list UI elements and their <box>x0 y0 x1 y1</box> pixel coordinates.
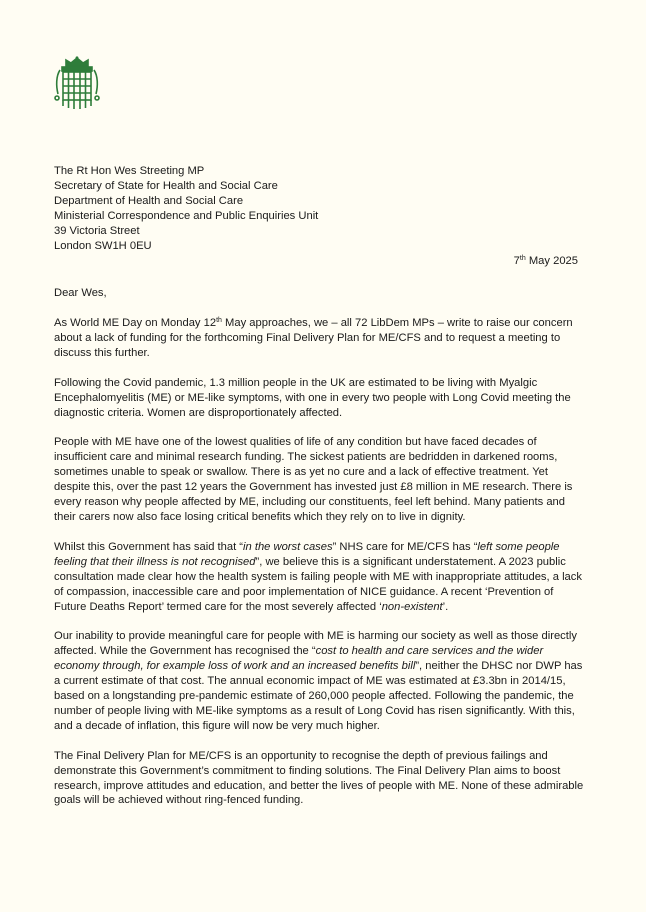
paragraph: The Final Delivery Plan for ME/CFS is an opportunity to recognise the depth of previous failings and demonstrate this Government’s commitment to finding solutions. The Final Delivery Plan aims to boost research, improve attitudes and education, and better the lives of people with ME. None of these admirable goals will be achieved without ring-fenced funding. <box>54 749 584 807</box>
date-rest: May 2025 <box>525 255 578 267</box>
portcullis-icon <box>52 56 102 110</box>
letter-date <box>514 254 578 269</box>
recipient-address <box>54 164 318 253</box>
paragraph <box>54 629 586 733</box>
salutation: Dear Wes, <box>54 287 107 299</box>
recipient-line: Ministerial Correspondence and Public Enquiries Unit <box>54 209 319 222</box>
date-suffix: th <box>519 255 526 262</box>
text-run: Our inability to provide meaningful care for people with ME is harming our society as well as those directly affected. While the Government has recognised the “ <box>54 630 577 658</box>
recipient-line: The Rt Hon Wes Streeting MP <box>54 165 205 177</box>
text-run: ’. <box>442 600 449 613</box>
recipient-line: 39 Victoria Street <box>54 224 140 237</box>
paragraph: People with ME have one of the lowest qualities of life of any condition but have faced decades of insufficient care and minimal research funding. The sickest patients are bedridden in darkened rooms, sometimes unable to speak or swallow. There is as yet no cure and a lack of effective treatment. Yet despite this, over the past 12 years the Government has invested just £8 million in ME research. There is every reason why people affected by ME, including our constituents, feel left behind. Many patients and their carers now also face losing critical benefits which they rely on to live in dignity. <box>54 436 573 523</box>
quote-italic: in the worst cases <box>243 540 333 553</box>
text-run: As World ME Day on Monday 12 <box>54 317 217 329</box>
recipient-line: Department of Health and Social Care <box>54 194 244 207</box>
paragraph <box>54 540 586 615</box>
text-run: ”, neither the DHSC nor DWP has a current estimate of that cost. The annual economic impact of ME was estimated at £3.3bn in 2014/15, based on a longstanding pre-pandemic estimate of 260,000 people affected. Following the pandemic, the number of people living with ME-like symptoms as a result of Long Covid has risen significantly. With this, and a decade of inflation, this figure will now be very much higher. <box>54 660 583 732</box>
recipient-line: London SW1H 0EU <box>54 239 152 252</box>
text-run: Whilst this Government has said that “ <box>54 540 244 553</box>
recipient-line: Secretary of State for Health and Social Care <box>54 179 278 192</box>
text-run: ”, we believe this is a significant understatement. A 2023 public consultation made clear how the health system is failing people with ME with inappropriate attitudes, a lack of compassion, inaccessible care and poor implementation of NICE guidance. A recent ‘Prevention of Future Deaths Report’ termed care for the most severely affected ‘ <box>54 555 582 613</box>
text-run: May approaches, we – all 72 LibDem MPs – write to raise our concern about a lack of funding for the forthcoming Final Delivery Plan for ME/CFS and to request a meeting to discuss this further. <box>54 317 573 359</box>
superscript: th <box>216 317 222 324</box>
date-day: 7 <box>513 255 520 267</box>
quote-italic: non-existent <box>381 600 443 613</box>
quote-italic: left some people feeling that their illness is not recognised <box>54 540 560 568</box>
letter-body <box>54 316 586 823</box>
paragraph: Following the Covid pandemic, 1.3 million people in the UK are estimated to be living with Myalgic Encephalomyelitis (ME) or ME-like symptoms, with one in every two people with Long Covid meeting the diagnostic criteria. Women are disproportionately affected. <box>54 376 571 419</box>
quote-italic: cost to health and care services and the wider economy through, for example loss of work and an increased benefits bill <box>54 645 544 673</box>
paragraph <box>54 316 586 361</box>
text-run: ” NHS care for ME/CFS has “ <box>332 540 478 553</box>
